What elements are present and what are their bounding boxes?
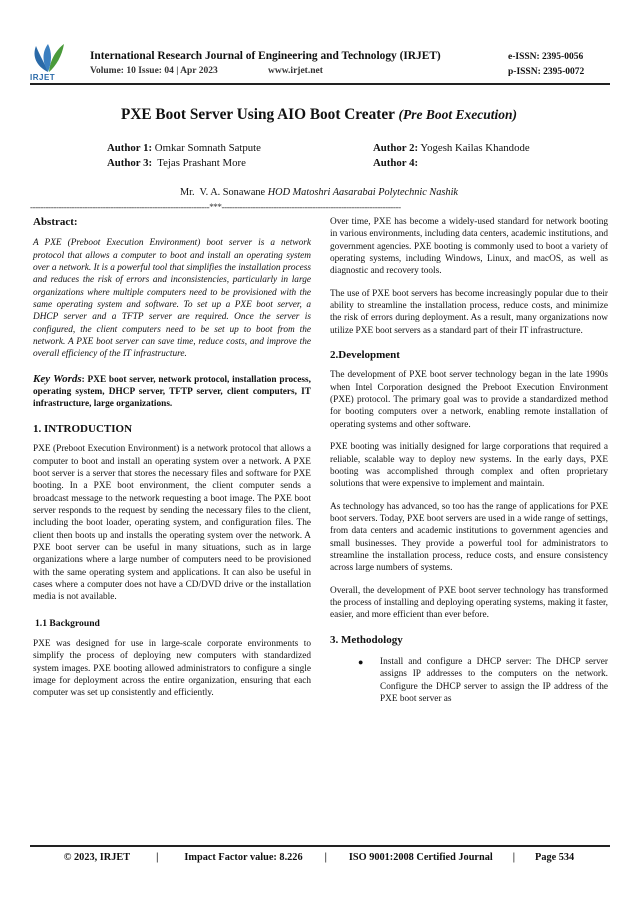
right-column (330, 216, 608, 705)
methodology-heading: 3. Methodology (330, 633, 403, 646)
footer-divider (30, 845, 610, 847)
introduction-heading: 1. INTRODUCTION (33, 422, 133, 435)
list-item-text: Install and configure a DHCP server: The DHCP server assigns IP addresses to the computers on the network. Configure the DHCP server to assign the IP address of the PXE boot server as (380, 656, 608, 704)
author-3: Author 3: Tejas Prashant More (107, 157, 246, 169)
paragraph: PXE booting was initially designed for large corporations that required a reliable, scalable way to deploy new systems. In the early days, PXE booting was accomplished through complex and often proprietary solutions that were expensive to implement and maintain. (330, 442, 608, 490)
development-heading: 2.Development (330, 349, 400, 362)
keywords: Key Words: PXE boot server, network protocol, installation process, operating system, DHCP server, TFTP server, client computers, IT infrastructure, large organizations. (33, 372, 311, 410)
impact-factor: Impact Factor value: 8.226 (184, 852, 303, 863)
paragraph: The use of PXE boot servers has become increasingly popular due to their ability to streamline the installation process, reduce costs, and minimize the risk of errors during deployment. As a result, many organizations now utilize PXE boot servers as a standard part of their IT infrastructure. (330, 288, 608, 336)
affiliation: Mr. V. A. Sonawane HOD Matoshri Aasarabai Polytechnic Nashik (179, 187, 459, 198)
iso-certification: ISO 9001:2008 Certified Journal (348, 852, 493, 863)
footer-divider-char: | (512, 852, 516, 863)
volume-issue: Volume: 10 Issue: 04 | Apr 2023 (90, 66, 218, 76)
author-1: Author 1: Omkar Somnath Satpute (107, 142, 261, 154)
background-body: PXE was designed for use in large-scale corporate environments to simplify the process of deploying new computers with standardized system images. PXE booting allowed administrators to configure a single image for deployment across the entire organization, ensuring that each computer was set up consistently and efficiently. (33, 638, 311, 699)
section-separator: ---------------------------------------------------------------------***--------------------------------------------------------------------- (30, 202, 401, 212)
header-divider (30, 83, 610, 85)
footer-divider-char: | (324, 852, 327, 863)
author-4: Author 4: (373, 157, 419, 169)
paragraph: The development of PXE boot server technology began in the late 1990s when Intel Corporation designed the Preboot Execution Environment (PXE) protocol. The primary goal was to provide a standardized method for booting computers over a network, enabling remote installation of operating systems and other software. (330, 370, 608, 430)
paragraph: As technology has advanced, so too has the range of applications for PXE boot servers. Today, PXE boot servers are used in a wide range of settings, from data centers and academic institutions to government agencies and small businesses. They provide a powerful tool for administrators to streamline the installation process, reduce costs, and ensure consistency across large numbers of systems. (330, 501, 608, 574)
author-2: Author 2: Yogesh Kailas Khandode (373, 142, 530, 154)
paragraph: Over time, PXE has become a widely-used standard for network booting in various environments, including data centers, academic institutions, and government agencies. PXE booting is commonly used to boot a variety of operating systems, including Windows, Linux, and macOS, as well as diagnostic and recovery tools. (330, 217, 608, 277)
introduction-body: PXE (Preboot Execution Environment) is a network protocol that allows a computer to boot and install an operating system over a network. A PXE boot server is a server that stores the necessary files and software for PXE booting. In a PXE boot environment, the client computer sends a broadcast message to the network requesting a boot image. The PXE boot server responds to the request by sending the necessary files to the client, including the boot loader, operating system, and configuration files. The client then boots up and installs the operating system over the network. A PXE boot server can be useful in many situations, such as in large organizations where a large number of computers need to be provisioned with the same operating system and applications. It can also be useful in cases where a computer does not have a CD/DVD drive or the installation media is not available. (33, 444, 311, 603)
abstract-heading: Abstract: (33, 216, 78, 228)
list-item (358, 656, 608, 705)
footer (0, 852, 638, 863)
bullet-icon: ● (358, 656, 364, 667)
journal-website-link[interactable]: www.irjet.net (268, 66, 323, 76)
abstract-body: A PXE (Preboot Execution Environment) boot server is a network protocol that allows a computer to boot and install an operating system over a network. It is a powerful tool that simplifies the installation process and reduces the risk of errors and inconsistencies, particularly in large organizations where multiple computers need to be provisioned with the same operating system and software. To set up a PXE boot server, a DHCP server and a TFTP server are required. Once the server is configured, the client computers need to be set up to boot from the network. A PXE boot server can save time, reduce costs, and improve the overall efficiency of the IT infrastructure. (33, 238, 311, 360)
paragraph: Overall, the development of PXE boot server technology has transformed the process of installing and deploying operating systems, making it faster, easier, and more efficient than ever before. (330, 585, 608, 621)
paper-title: PXE Boot Server Using AIO Boot Creater (Pre Boot Execution) (121, 106, 517, 123)
copyright: © 2023, IRJET (63, 852, 131, 863)
journal-title: International Research Journal of Engineering and Technology (IRJET) (90, 50, 441, 62)
footer-divider-char: | (156, 852, 159, 863)
left-column (33, 216, 311, 710)
p-issn: p-ISSN: 2395-0072 (508, 67, 585, 77)
background-heading: 1.1 Background (35, 617, 100, 629)
e-issn: e-ISSN: 2395-0056 (508, 52, 584, 62)
page-number: Page 534 (535, 852, 575, 863)
logo-text: IRJET (30, 73, 56, 82)
paper-subtitle: (Pre Boot Execution) (398, 107, 517, 122)
